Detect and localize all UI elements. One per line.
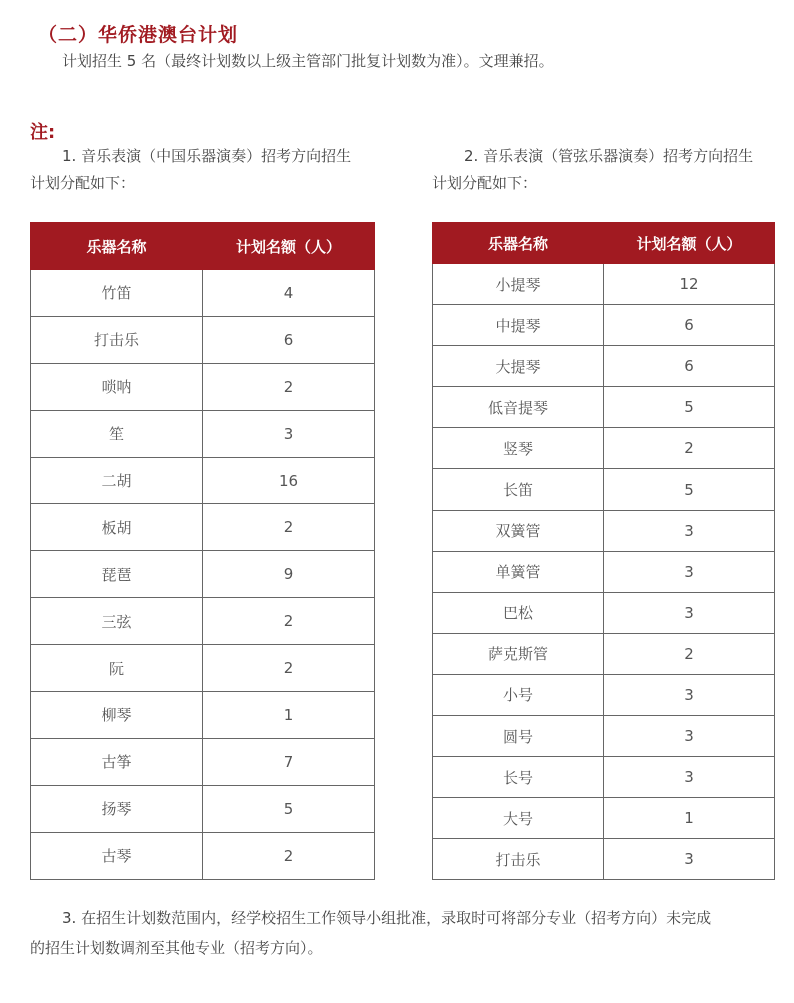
plan-quota-cell: 4 bbox=[203, 270, 375, 317]
plan-quota-cell: 16 bbox=[203, 457, 375, 504]
table-row bbox=[31, 504, 375, 551]
table-row bbox=[433, 428, 775, 469]
plan-quota-cell: 5 bbox=[604, 469, 775, 510]
instrument-name-cell: 单簧管 bbox=[433, 551, 604, 592]
plan-quota-cell: 5 bbox=[604, 387, 775, 428]
plan-quota-cell: 1 bbox=[203, 692, 375, 739]
table-row bbox=[31, 363, 375, 410]
header-plan-quota: 计划名额（人） bbox=[203, 223, 375, 270]
table-row bbox=[31, 316, 375, 363]
table-row bbox=[31, 645, 375, 692]
instrument-name-cell: 低音提琴 bbox=[433, 387, 604, 428]
plan-quota-cell: 3 bbox=[604, 510, 775, 551]
plan-quota-cell: 3 bbox=[203, 410, 375, 457]
note-line: 的招生计划数调剂至其他专业（招考方向）。 bbox=[30, 939, 323, 957]
instrument-name-cell: 三弦 bbox=[31, 598, 203, 645]
description-line: 计划分配如下： bbox=[30, 174, 136, 192]
instrument-name-cell: 二胡 bbox=[31, 457, 203, 504]
instrument-name-cell: 大号 bbox=[433, 798, 604, 839]
plan-quota-cell: 5 bbox=[203, 785, 375, 832]
header-instrument-name: 乐器名称 bbox=[31, 223, 203, 270]
instrument-name-cell: 大提琴 bbox=[433, 346, 604, 387]
table-row bbox=[31, 692, 375, 739]
plan-quota-cell: 2 bbox=[203, 832, 375, 879]
instrument-name-cell: 板胡 bbox=[31, 504, 203, 551]
plan-quota-cell: 6 bbox=[604, 305, 775, 346]
chinese-instruments-table bbox=[30, 222, 375, 880]
plan-quota-cell: 7 bbox=[203, 738, 375, 785]
plan-quota-cell: 3 bbox=[604, 674, 775, 715]
section-intro: 计划招生 5 名（最终计划数以上级主管部门批复计划数为准）。文理兼招。 bbox=[62, 52, 554, 70]
chinese-instruments-description bbox=[30, 143, 375, 197]
table-row bbox=[433, 551, 775, 592]
plan-quota-cell: 2 bbox=[203, 645, 375, 692]
section-title: （二）华侨港澳台计划 bbox=[38, 24, 239, 46]
table-row bbox=[31, 785, 375, 832]
table-row bbox=[31, 457, 375, 504]
plan-quota-cell: 3 bbox=[604, 716, 775, 757]
instrument-name-cell: 扬琴 bbox=[31, 785, 203, 832]
table-body bbox=[433, 264, 775, 880]
note-line: 3. 在招生计划数范围内，经学校招生工作领导小组批准，录取时可将部分专业（招考方向）未完成 bbox=[62, 909, 712, 927]
orchestral-instruments-description bbox=[432, 143, 777, 197]
header-plan-quota: 计划名额（人） bbox=[604, 223, 775, 264]
instrument-name-cell: 长笛 bbox=[433, 469, 604, 510]
description-line: 1. 音乐表演（中国乐器演奏）招考方向招生 bbox=[62, 147, 352, 165]
header-instrument-name: 乐器名称 bbox=[433, 223, 604, 264]
instrument-name-cell: 唢呐 bbox=[31, 363, 203, 410]
instrument-name-cell: 竹笛 bbox=[31, 270, 203, 317]
instrument-name-cell: 萨克斯管 bbox=[433, 633, 604, 674]
table-row bbox=[31, 410, 375, 457]
table-row bbox=[31, 270, 375, 317]
table-row bbox=[433, 716, 775, 757]
plan-quota-cell: 2 bbox=[203, 504, 375, 551]
plan-quota-cell: 2 bbox=[203, 363, 375, 410]
table-row bbox=[31, 738, 375, 785]
table-row bbox=[433, 469, 775, 510]
table-row bbox=[31, 598, 375, 645]
table-row bbox=[433, 839, 775, 880]
plan-quota-cell: 1 bbox=[604, 798, 775, 839]
instrument-name-cell: 古琴 bbox=[31, 832, 203, 879]
instrument-name-cell: 竖琴 bbox=[433, 428, 604, 469]
plan-quota-cell: 2 bbox=[604, 428, 775, 469]
table-row bbox=[433, 592, 775, 633]
instrument-name-cell: 柳琴 bbox=[31, 692, 203, 739]
plan-quota-cell: 2 bbox=[203, 598, 375, 645]
table-row bbox=[433, 633, 775, 674]
note-label: 注: bbox=[30, 122, 56, 143]
table-row bbox=[433, 674, 775, 715]
table-header-row bbox=[433, 223, 775, 264]
instrument-name-cell: 打击乐 bbox=[433, 839, 604, 880]
instrument-name-cell: 圆号 bbox=[433, 716, 604, 757]
table-row bbox=[433, 510, 775, 551]
description-line: 2. 音乐表演（管弦乐器演奏）招考方向招生 bbox=[464, 147, 754, 165]
instrument-name-cell: 长号 bbox=[433, 757, 604, 798]
table-row bbox=[433, 387, 775, 428]
table-body bbox=[31, 270, 375, 880]
plan-quota-cell: 2 bbox=[604, 633, 775, 674]
table-header-row bbox=[31, 223, 375, 270]
orchestral-instruments-table bbox=[432, 222, 775, 880]
instrument-name-cell: 双簧管 bbox=[433, 510, 604, 551]
adjustment-note bbox=[30, 903, 778, 963]
plan-quota-cell: 6 bbox=[604, 346, 775, 387]
plan-quota-cell: 3 bbox=[604, 839, 775, 880]
instrument-name-cell: 中提琴 bbox=[433, 305, 604, 346]
table-row bbox=[433, 305, 775, 346]
table-row bbox=[433, 798, 775, 839]
plan-quota-cell: 3 bbox=[604, 551, 775, 592]
instrument-name-cell: 小提琴 bbox=[433, 264, 604, 305]
plan-quota-cell: 3 bbox=[604, 757, 775, 798]
table-row bbox=[433, 757, 775, 798]
description-line: 计划分配如下： bbox=[432, 174, 538, 192]
instrument-name-cell: 琵琶 bbox=[31, 551, 203, 598]
table-row bbox=[31, 551, 375, 598]
table-row bbox=[31, 832, 375, 879]
plan-quota-cell: 9 bbox=[203, 551, 375, 598]
instrument-name-cell: 打击乐 bbox=[31, 316, 203, 363]
plan-quota-cell: 6 bbox=[203, 316, 375, 363]
instrument-name-cell: 小号 bbox=[433, 674, 604, 715]
instrument-name-cell: 巴松 bbox=[433, 592, 604, 633]
instrument-name-cell: 笙 bbox=[31, 410, 203, 457]
instrument-name-cell: 古筝 bbox=[31, 738, 203, 785]
table-row bbox=[433, 264, 775, 305]
plan-quota-cell: 12 bbox=[604, 264, 775, 305]
instrument-name-cell: 阮 bbox=[31, 645, 203, 692]
table-row bbox=[433, 346, 775, 387]
plan-quota-cell: 3 bbox=[604, 592, 775, 633]
